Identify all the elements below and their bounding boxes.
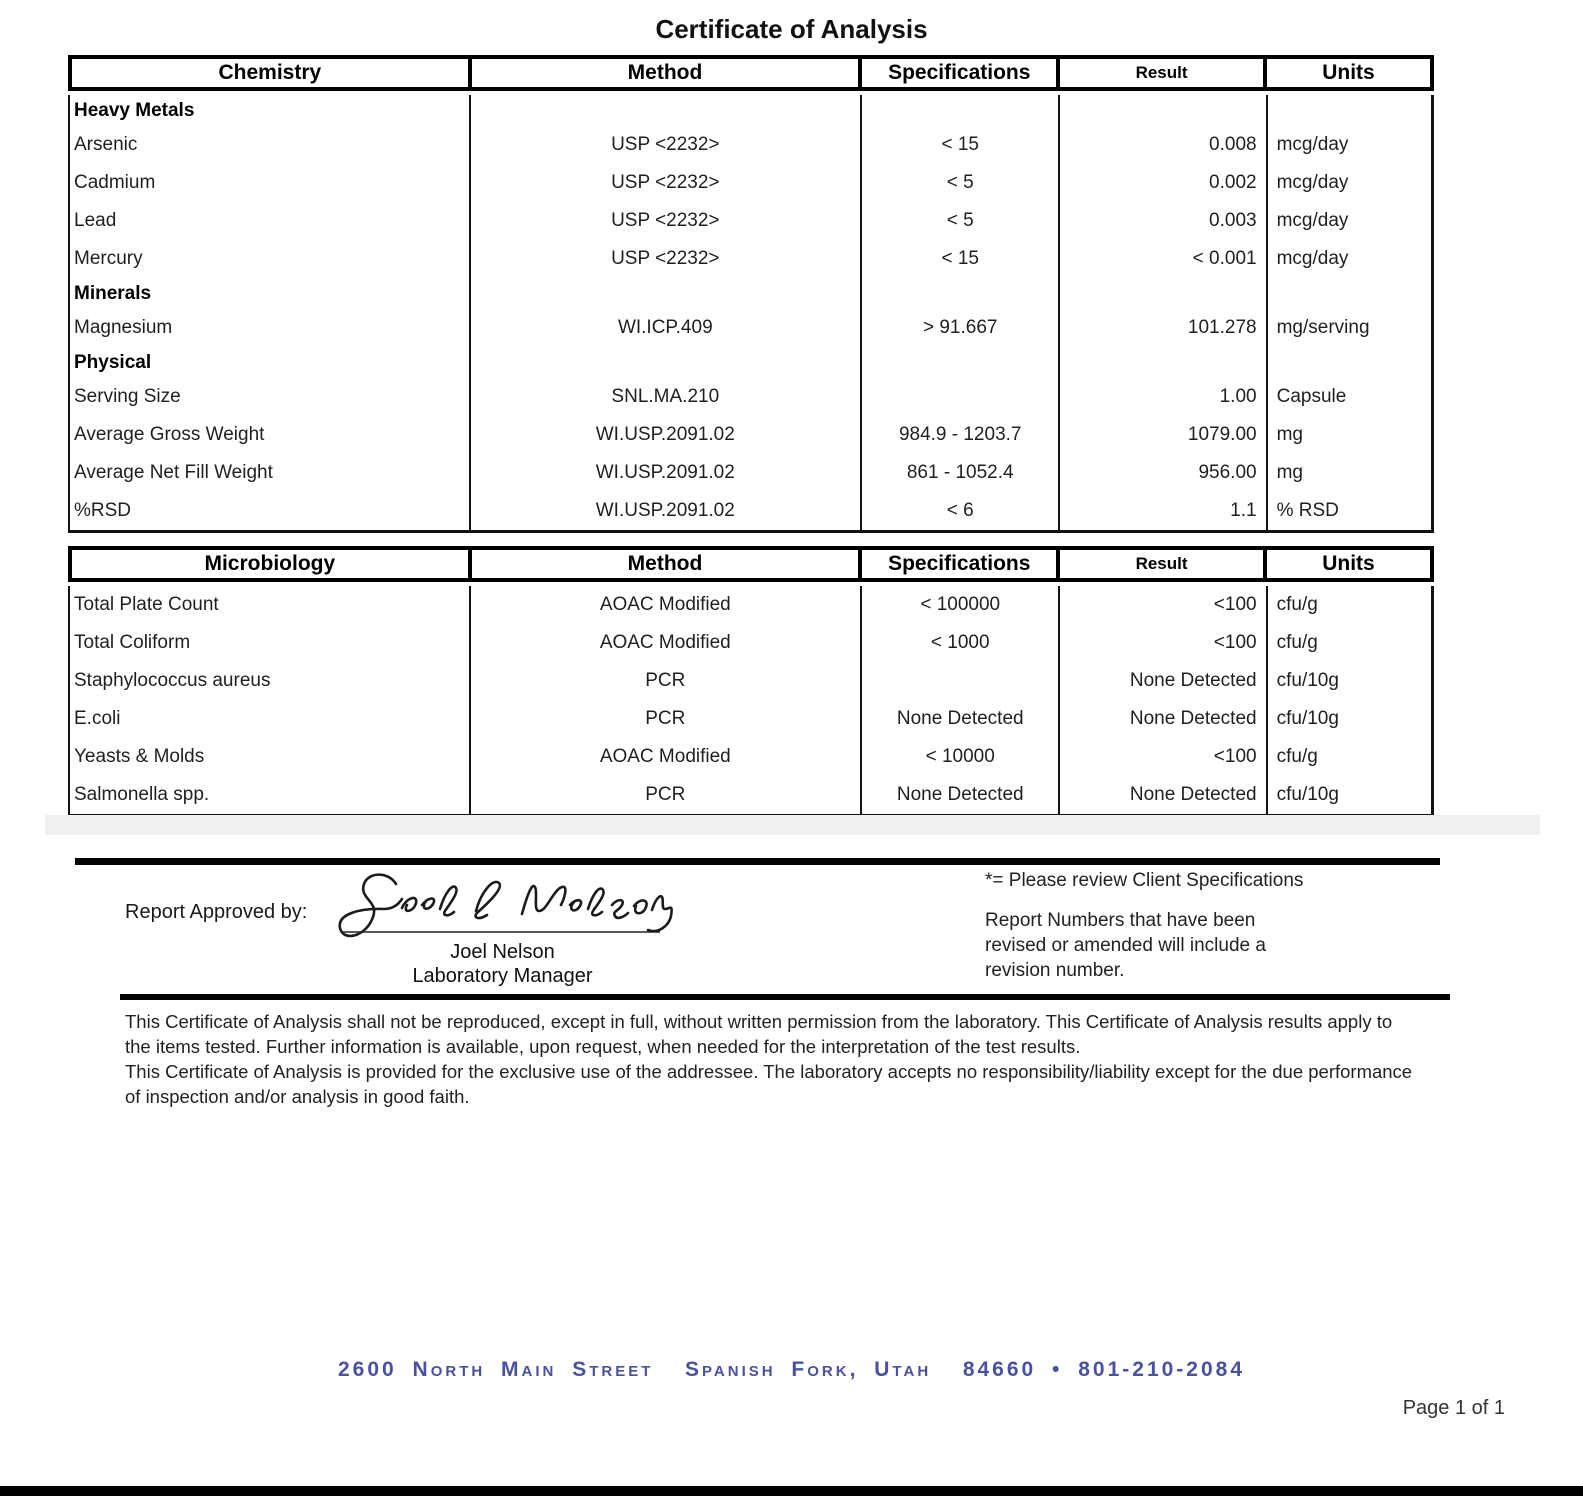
table-row [70,586,1431,624]
cell-spec: < 1000 [862,624,1060,662]
cell-units: % RSD [1276,500,1339,521]
report-approved-label: Report Approved by: [125,901,308,923]
cell-spec [862,95,1060,126]
cell-method: AOAC Modified [471,738,863,776]
cell-result [1060,278,1267,309]
cell-result: 101.278 [1060,309,1267,347]
cell-result: < 0.001 [1060,240,1267,278]
cell-spec [862,347,1060,378]
cell-result [1060,95,1267,126]
microbiology-table [68,546,1434,817]
bottom-border-bar [0,1486,1583,1496]
column-header-units: Units [1322,61,1375,84]
cell-units: cfu/10g [1276,784,1339,805]
approver-name: Joel Nelson [450,941,555,963]
column-header-specifications: Specifications [862,550,1060,578]
cell-method: WI.USP.2091.02 [471,416,863,454]
page-number: Page 1 of 1 [1402,1397,1505,1419]
cell-method: USP <2232> [471,202,863,240]
cell-spec: 984.9 - 1203.7 [862,416,1060,454]
table-row [70,454,1431,492]
cell-analyte: Minerals [70,278,471,309]
cell-method [471,347,863,378]
column-header-method: Method [472,59,863,87]
cell-result: None Detected [1060,700,1267,738]
cell-spec: < 10000 [862,738,1060,776]
horizontal-rule-top [75,858,1440,865]
section-header-row [70,95,1431,126]
cell-units: mcg/day [1276,210,1349,231]
cell-method [471,278,863,309]
cell-spec: < 6 [862,492,1060,530]
cell-analyte: Total Coliform [70,624,471,662]
cell-spec: < 15 [862,240,1060,278]
client-spec-note: *= Please review Client Specifications [985,870,1304,891]
cell-method: WI.ICP.409 [471,309,863,347]
table-row [70,309,1431,347]
disclaimer-paragraph-1: This Certificate of Analysis shall not be reproduced, except in full, without written permission from the laboratory. This Certificate of Analysis results apply to the items tested. Further information is available, upon request, when needed for the interpretation of the test results. [125,1011,1393,1057]
table-row [70,202,1431,240]
cell-analyte: Magnesium [70,309,471,347]
cell-units: mcg/day [1276,248,1349,269]
cell-analyte: Salmonella spp. [70,776,471,814]
cell-method: AOAC Modified [471,624,863,662]
chemistry-table-header [68,55,1434,91]
column-header-result: Result [1060,59,1267,87]
cell-units: mcg/day [1276,172,1349,193]
cell-analyte: Serving Size [70,378,471,416]
cell-result: <100 [1060,738,1267,776]
cell-method: WI.USP.2091.02 [471,492,863,530]
cell-method: USP <2232> [471,164,863,202]
cell-spec [862,662,1060,700]
cell-units: mg [1276,462,1303,483]
cell-spec: > 91.667 [862,309,1060,347]
cell-spec: < 100000 [862,586,1060,624]
approver-title: Laboratory Manager [412,965,593,987]
cell-spec: < 5 [862,164,1060,202]
table-row [70,492,1431,530]
revision-note: Report Numbers that have been revised or amended will include a revision number. [985,910,1266,981]
cell-result: 1.00 [1060,378,1267,416]
cell-analyte: Total Plate Count [70,586,471,624]
cell-method: USP <2232> [471,240,863,278]
cell-spec [862,278,1060,309]
table-row [70,700,1431,738]
cell-result: 0.008 [1060,126,1267,164]
table-row [70,378,1431,416]
cell-units [1268,347,1431,378]
cell-spec: None Detected [862,700,1060,738]
section-divider-band [45,815,1540,835]
cell-result: <100 [1060,624,1267,662]
column-header-microbiology: Microbiology [72,550,472,578]
disclaimer-text [125,1009,1420,1109]
section-header-row [70,278,1431,309]
page-title: Certificate of Analysis [655,14,928,44]
cell-analyte: %RSD [70,492,471,530]
cell-result [1060,347,1267,378]
cell-method: SNL.MA.210 [471,378,863,416]
cell-method [471,95,863,126]
table-row [70,738,1431,776]
cell-method: PCR [471,776,863,814]
cell-units [1268,95,1431,126]
cell-spec: 861 - 1052.4 [862,454,1060,492]
cell-analyte: Mercury [70,240,471,278]
cell-result: None Detected [1060,776,1267,814]
column-header-chemistry: Chemistry [72,59,472,87]
table-row [70,416,1431,454]
cell-spec: None Detected [862,776,1060,814]
table-row [70,776,1431,814]
chemistry-table [68,55,1434,533]
cell-result: 1079.00 [1060,416,1267,454]
column-header-method: Method [472,550,863,578]
section-header-row [70,347,1431,378]
column-header-units: Units [1322,552,1375,575]
cell-method: PCR [471,662,863,700]
cell-units: mcg/day [1276,134,1349,155]
column-header-result: Result [1060,550,1267,578]
table-row [70,164,1431,202]
cell-units [1268,278,1431,309]
table-row [70,240,1431,278]
signature-icon [330,868,675,948]
microbiology-table-header [68,546,1434,582]
table-row [70,662,1431,700]
microbiology-table-body [68,586,1434,817]
cell-result: <100 [1060,586,1267,624]
disclaimer-paragraph-2: This Certificate of Analysis is provided for the exclusive use of the addressee. The laboratory accepts no responsibility/liability except for the due performance of inspection and/or analysis in good faith. [125,1061,1413,1107]
cell-analyte: Staphylococcus aureus [70,662,471,700]
cell-method: PCR [471,700,863,738]
cell-analyte: E.coli [70,700,471,738]
cell-spec [862,378,1060,416]
cell-analyte: Average Net Fill Weight [70,454,471,492]
table-row [70,126,1431,164]
cell-spec: < 5 [862,202,1060,240]
chemistry-table-body [68,95,1434,533]
cell-units: cfu/10g [1276,670,1339,691]
cell-analyte: Arsenic [70,126,471,164]
cell-analyte: Physical [70,347,471,378]
cell-units: cfu/g [1276,594,1318,615]
cell-analyte: Lead [70,202,471,240]
column-header-specifications: Specifications [862,59,1060,87]
cell-result: 1.1 [1060,492,1267,530]
cell-result: 0.003 [1060,202,1267,240]
cell-analyte: Average Gross Weight [70,416,471,454]
cell-units: Capsule [1276,386,1347,407]
cell-result: 956.00 [1060,454,1267,492]
approver-signature [330,868,675,948]
cell-units: mg [1276,424,1303,445]
cell-method: WI.USP.2091.02 [471,454,863,492]
cell-spec: < 15 [862,126,1060,164]
lab-address: 2600 North Main Street Spanish Fork, Utah 84660 • 801-210-2084 [337,1358,1246,1381]
cell-units: cfu/10g [1276,708,1339,729]
cell-analyte: Yeasts & Molds [70,738,471,776]
cell-units: cfu/g [1276,632,1318,653]
table-row [70,624,1431,662]
cell-analyte: Cadmium [70,164,471,202]
cell-method: AOAC Modified [471,586,863,624]
cell-units: cfu/g [1276,746,1318,767]
cell-method: USP <2232> [471,126,863,164]
cell-units: mg/serving [1276,317,1370,338]
cell-result: 0.002 [1060,164,1267,202]
cell-analyte: Heavy Metals [70,95,471,126]
horizontal-rule-bottom [120,994,1450,1000]
cell-result: None Detected [1060,662,1267,700]
